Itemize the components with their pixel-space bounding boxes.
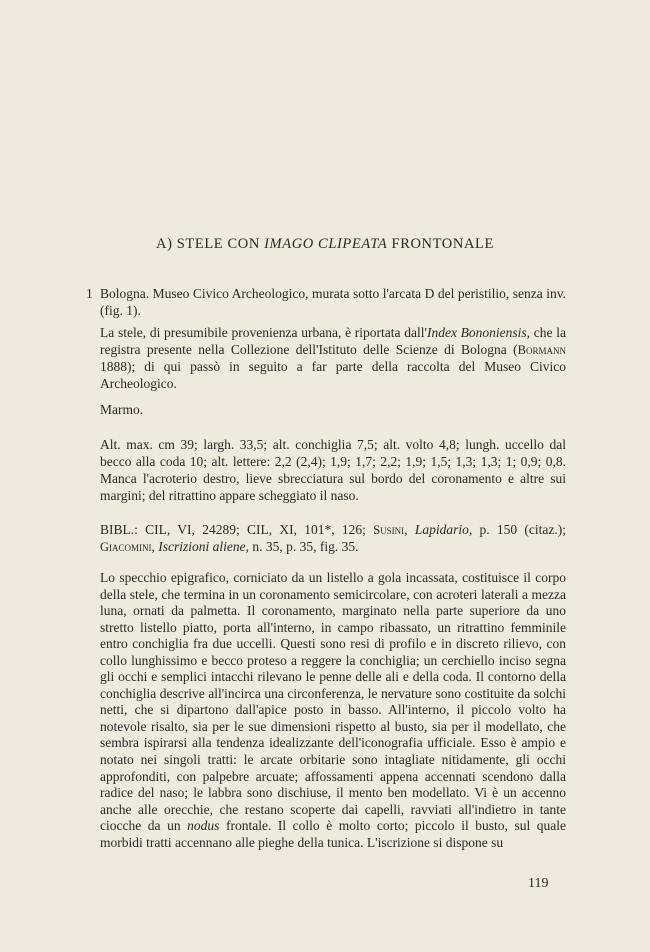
description-part: La stele, di presumibile provenienza urbana, è riportata dall' <box>100 325 427 340</box>
bibliography-part: n. 35, p. 35, fig. 35. <box>249 538 359 554</box>
description-part: che la registra presente nella Collezione dell'Istituto delle Scienze di Bologna ( <box>100 325 566 357</box>
bibliography-title: Iscrizioni aliene, <box>158 538 250 554</box>
body-part: frontale. Il collo è molto corto; piccolo il busto, sul quale morbidi tratti accennano alle pieghe della tunica. L'iscrizione si dispone su <box>100 818 566 850</box>
bibliography-part: , <box>404 522 415 537</box>
page-number: 119 <box>528 876 549 891</box>
description-paragraph <box>100 325 566 393</box>
entry-bibliography <box>100 522 566 556</box>
body-italic: nodus <box>187 818 220 834</box>
body-part: Lo specchio epigrafico, corniciato da un listello a gola incassata, costituisce il corpo della stele, che termina in un coronamento semicircolare, con acroteri laterali a mezza luna, ornati da palmetta. Il coronamento, marginato nella parte superiore da uno stretto listello piatto, porta all'interno, in campo ribassato, un ritrattino femminile entro conchiglia fra due uccelli. Questi sono resi di profilo e in discreto rilievo, con collo lunghissimo e becco proteso a reggere la conchiglia; un cerchiello inciso segna gli occhi e semplici intacchi rilevano le penne delle ali e della coda. Il contorno della conchiglia descrive all'incirca una circonferenza, le nervature sono costituite da solchi netti, che si dipartono dall'apice posto in basso. All'interno, il piccolo volto ha notevole risalto, sia per le sue dimensioni rispetto al busto, sia per il modellato, che sembra ispirarsi alla tendenza idealizzante dell'iconografia ufficiale. Esso è ampio e notato nei singoli tratti: le arcate orbitarie sono intagliate nitidamente, gli occhi approfonditi, con palpebre arcuate; affossamenti appena accennati scendono dalla radice del naso; le labbra sono dischiuse, il mento ben modellato. Vi è un accenno anche alle orecchie, che restano scoperte dai capelli, ravviati all'indietro in tante ciocche da un <box>100 570 566 834</box>
body-paragraph <box>100 570 566 851</box>
entry-location <box>100 286 566 320</box>
material-text: Marmo. <box>100 402 144 417</box>
measurements-text: Alt. max. cm 39; largh. 33,5; alt. conchiglia 7,5; alt. volto 4,8; lungh. uccello dal becco alla coda 10; alt. lettere: 2,2 (2,4); 1,9; 1,7; 2,2; 1,9; 1,5; 1,3; 1,3; 1; 0,9; 0,8. Manca l'acroterio destro, lieve sbrecciatura sul bordo del coronamento e altre sui margini; del ritrattino appare scheggiato il naso. <box>100 437 566 503</box>
description-part: 1888); di qui passò in seguito a far parte della raccolta del Museo Civico Archeologico. <box>100 358 566 391</box>
entry-measurements <box>100 437 566 505</box>
entry-number: 1 <box>86 286 93 301</box>
bibliography-paragraph <box>100 522 566 556</box>
heading-italic: IMAGO CLIPEATA <box>264 236 388 252</box>
location-text: Bologna. Museo Civico Archeologico, murata sotto l'arcata D del peristilio, senza inv. (fig. 1). <box>100 286 566 318</box>
author-name: Susini <box>373 523 405 537</box>
bibliography-part: BIBL.: CIL, VI, 24289; CIL, XI, 101*, 126; <box>100 522 374 537</box>
bibliography-part: p. 150 (citaz.); <box>472 522 566 537</box>
author-name: Giacomini <box>100 539 152 554</box>
author-name: Bormann <box>517 342 566 357</box>
bibliography-title: Lapidario, <box>414 522 473 537</box>
heading-suffix: FRONTONALE <box>387 236 494 252</box>
entry-body <box>100 570 566 851</box>
bibliography-part: , <box>151 538 159 554</box>
entry-material <box>100 402 566 419</box>
description-italic: Index Bononiensis, <box>426 325 531 340</box>
entry-description <box>100 325 566 393</box>
heading-prefix: A) STELE CON <box>156 236 265 252</box>
section-heading <box>0 236 650 253</box>
